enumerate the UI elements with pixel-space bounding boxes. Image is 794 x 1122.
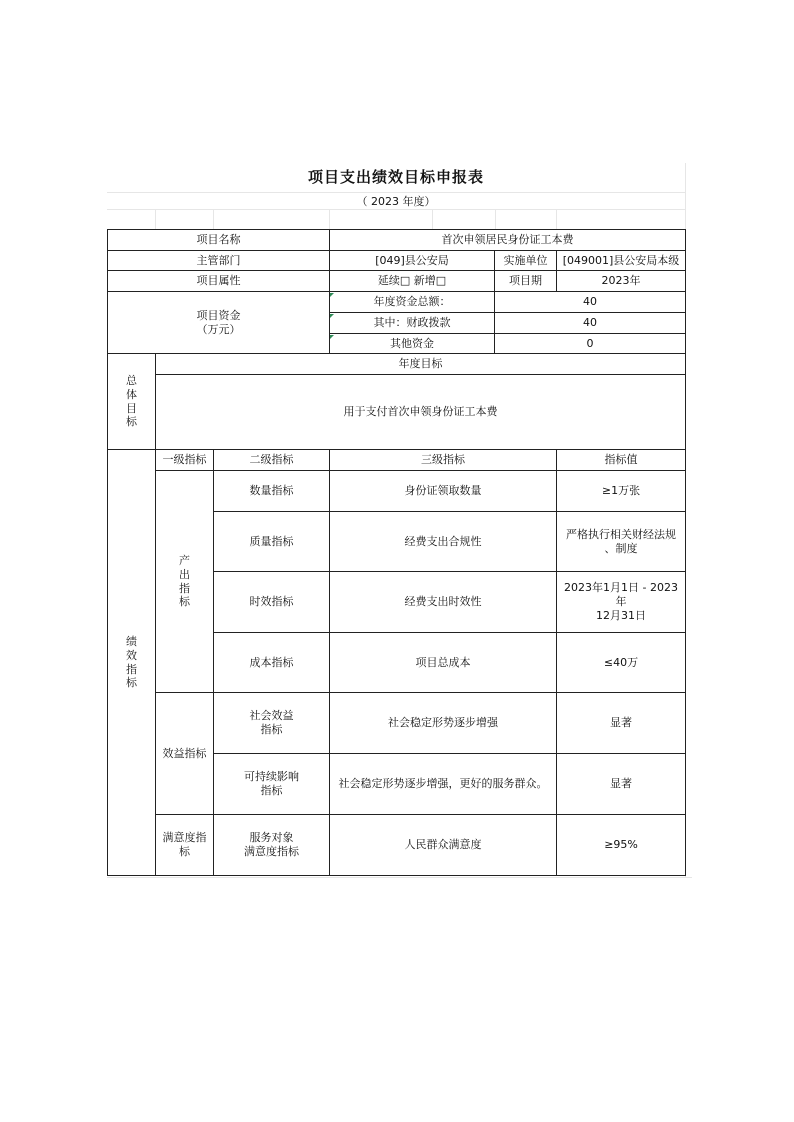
- fund-other-value: 0: [495, 334, 686, 354]
- level2-cell: 服务对象 满意度指标: [214, 815, 330, 876]
- cell-marker-icon: [330, 335, 334, 339]
- period-label: 项目期: [495, 271, 557, 292]
- output-indicator-label: 产 出 指 标: [156, 471, 214, 693]
- level2-cell: 质量指标: [214, 512, 330, 572]
- value-cell: ≤40万: [557, 633, 686, 693]
- row-year-goal-header: [108, 354, 686, 375]
- header-value: 指标值: [557, 450, 686, 471]
- project-name-label: 项目名称: [108, 230, 330, 251]
- year-goal-text: 用于支付首次申领身份证工本费: [156, 375, 686, 450]
- attr-value: 延续□ 新增□: [330, 271, 495, 292]
- value-cell: 显著: [557, 693, 686, 754]
- cell-marker-icon: [330, 293, 334, 297]
- indicator-row: [108, 693, 686, 754]
- value-cell: 显著: [557, 754, 686, 815]
- fund-fiscal-value: 40: [495, 313, 686, 334]
- fund-label-line2: （万元）: [196, 322, 241, 336]
- performance-target-table: [107, 229, 686, 876]
- level3-cell: 社会稳定形势逐步增强，更好的服务群众。: [330, 754, 557, 815]
- row-indicator-headers: [108, 450, 686, 471]
- page-title: 项目支出绩效目标申报表: [307, 168, 484, 186]
- header-level1: 一级指标: [156, 450, 214, 471]
- performance-indicator-label: 绩 效 指 标: [108, 450, 156, 876]
- value-cell: 严格执行相关财经法规 、制度: [557, 512, 686, 572]
- impl-label: 实施单位: [495, 251, 557, 271]
- project-name-value: 首次申领居民身份证工本费: [330, 230, 686, 251]
- period-value: 2023年: [557, 271, 686, 292]
- indicator-row: [108, 815, 686, 876]
- fund-total-value: 40: [495, 292, 686, 313]
- level3-cell: 经费支出合规性: [330, 512, 557, 572]
- attr-label: 项目属性: [108, 271, 330, 292]
- impl-value: [049001]县公安局本级: [557, 251, 686, 271]
- fiscal-year-line: （ 2023 年度）: [356, 195, 436, 208]
- fund-other-label: 其他资金: [330, 334, 495, 354]
- level3-cell: 项目总成本: [330, 633, 557, 693]
- overall-goal-label: 总 体 目 标: [108, 354, 156, 450]
- dept-value: [049]县公安局: [330, 251, 495, 271]
- fund-total-label: 年度资金总额：: [330, 292, 495, 313]
- fund-label-line1: 项目资金: [196, 308, 241, 322]
- row-department: [108, 251, 686, 271]
- satisfaction-indicator-label: 满意度指 标: [156, 815, 214, 876]
- cell-marker-icon: [330, 314, 334, 318]
- benefit-indicator-label: 效益指标: [156, 693, 214, 815]
- level3-cell: 经费支出时效性: [330, 572, 557, 633]
- value-cell: ≥1万张: [557, 471, 686, 512]
- fund-fiscal-label: 其中：财政拨款: [330, 313, 495, 334]
- header-level3: 三级指标: [330, 450, 557, 471]
- row-project-name: [108, 230, 686, 251]
- level3-cell: 身份证领取数量: [330, 471, 557, 512]
- row-attribute: [108, 271, 686, 292]
- row-year-goal-text: [108, 375, 686, 450]
- level2-cell: 数量指标: [214, 471, 330, 512]
- header-level2: 二级指标: [214, 450, 330, 471]
- level3-cell: 社会稳定形势逐步增强: [330, 693, 557, 754]
- level2-cell: 时效指标: [214, 572, 330, 633]
- dept-label: 主管部门: [108, 251, 330, 271]
- level2-cell: 社会效益 指标: [214, 693, 330, 754]
- year-goal-label: 年度目标: [156, 354, 686, 375]
- indicator-row: [108, 471, 686, 512]
- value-cell: 2023年1月1日 - 2023年 12月31日: [557, 572, 686, 633]
- level2-cell: 成本指标: [214, 633, 330, 693]
- row-fund-total: [108, 292, 686, 313]
- fund-label: [108, 292, 330, 354]
- value-cell: ≥95%: [557, 815, 686, 876]
- level2-cell: 可持续影响 指标: [214, 754, 330, 815]
- level3-cell: 人民群众满意度: [330, 815, 557, 876]
